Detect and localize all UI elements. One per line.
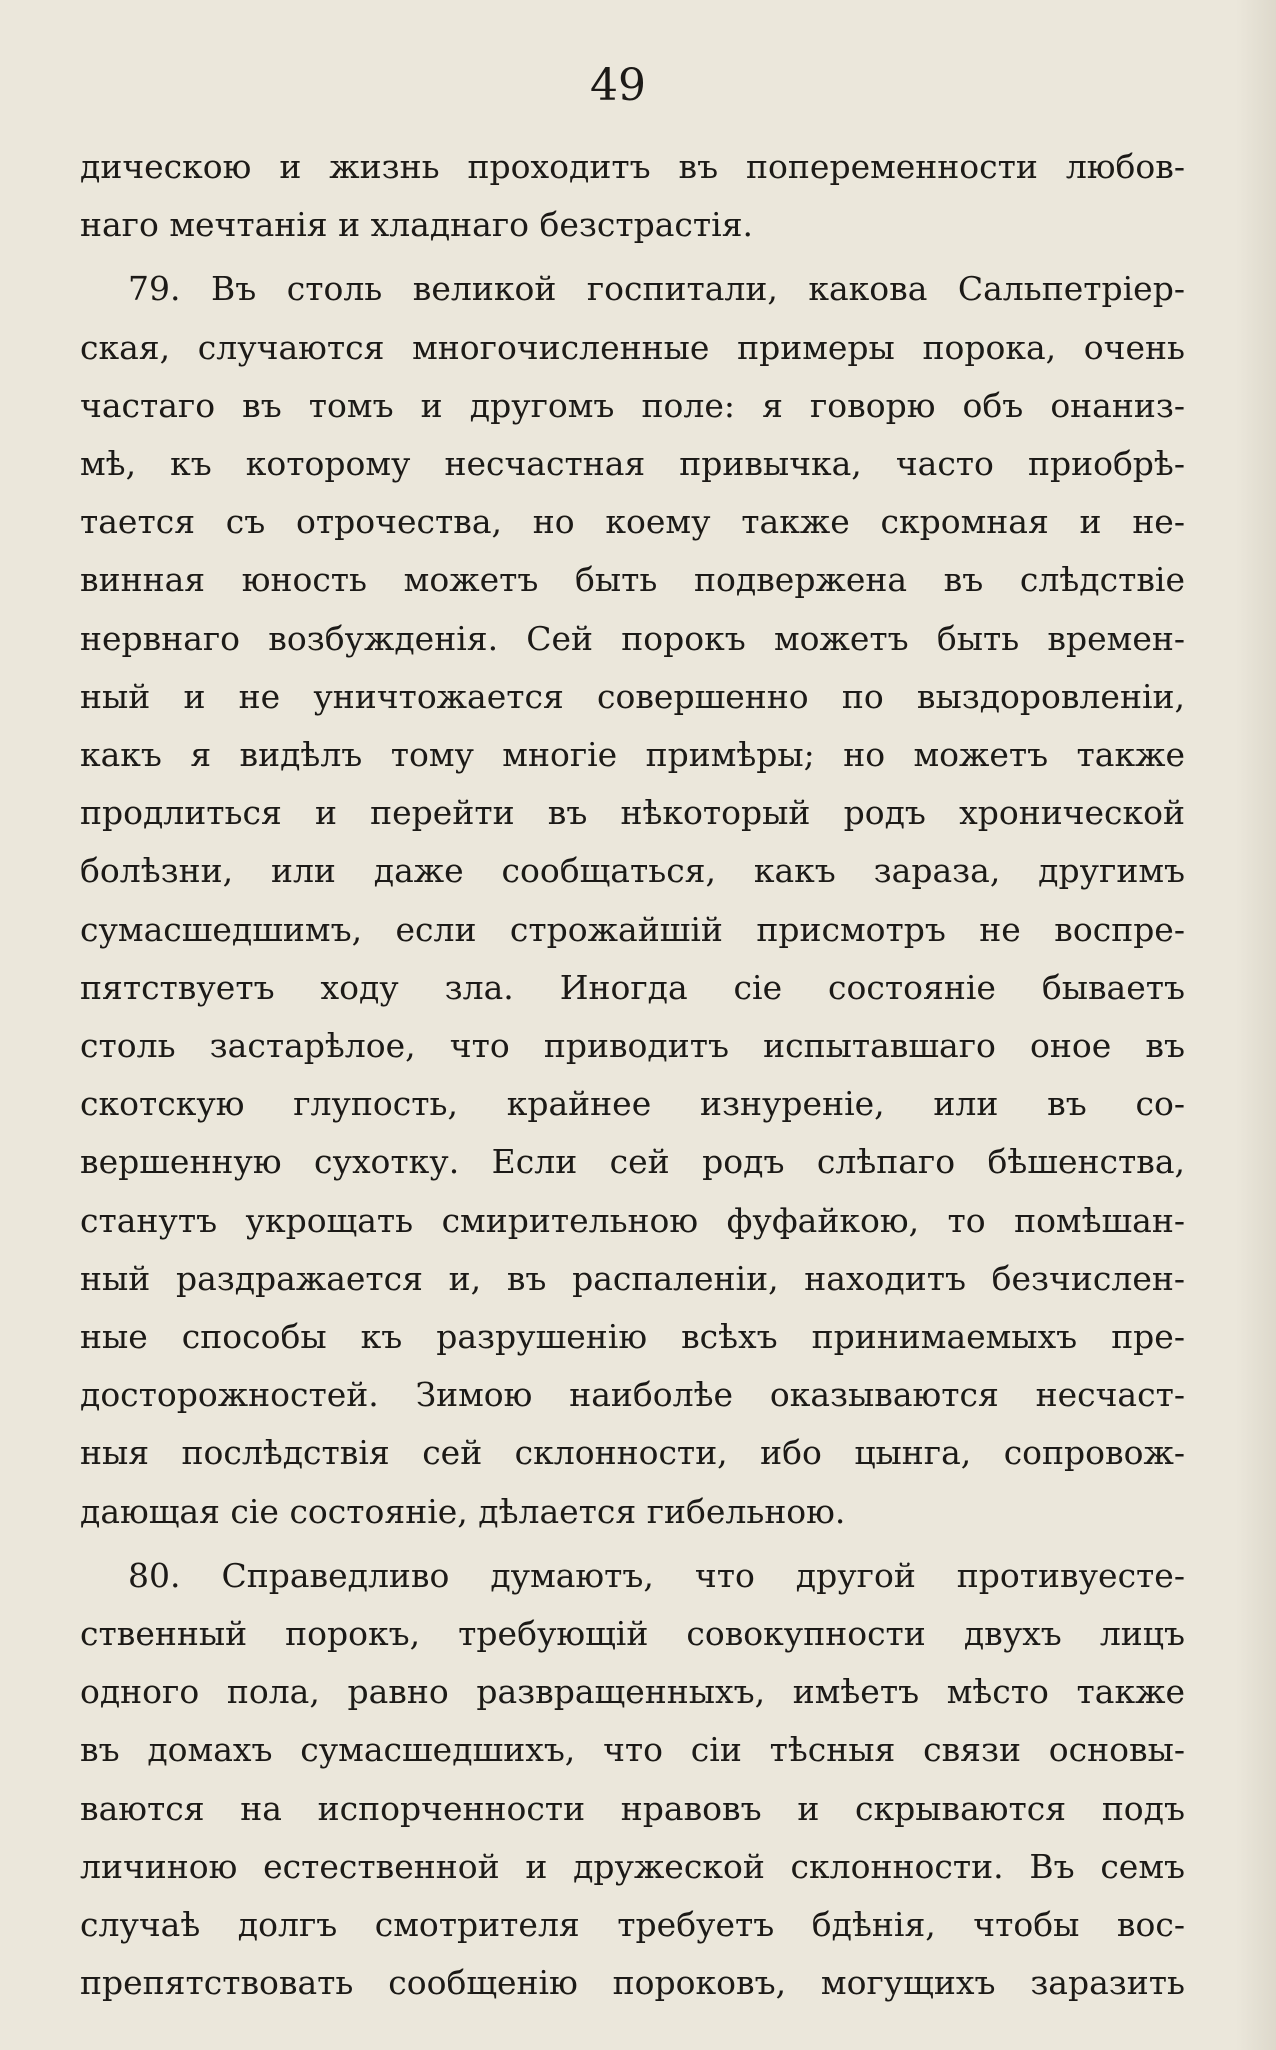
text-line: личиною естественной и дружеской склонности. Въ семъ (80, 1846, 1185, 1886)
text-line: ный и не уничтожается совершенно по выздоровленіи, (80, 676, 1185, 716)
text-line: одного пола, равно развращенныхъ, имѣетъ мѣсто также (80, 1672, 1185, 1712)
text-line: 79. Въ столь великой госпитали, какова Сальпетріер- (128, 269, 1185, 309)
text-line: случаѣ долгъ смотрителя требуетъ бдѣнія, чтобы вос- (80, 1905, 1185, 1944)
text-line: сумасшедшимъ, если строжайшій присмотръ не воспре- (80, 909, 1185, 949)
text-line: какъ я видѣлъ тому многіе примѣры; но можетъ также (80, 735, 1185, 774)
text-line: нервнаго возбужденія. Сей порокъ можетъ быть времен- (80, 618, 1185, 658)
text-line: винная юность можетъ быть подвержена въ слѣдствіе (80, 560, 1185, 600)
text-line: ваются на испорченности нравовъ и скрываются подъ (80, 1788, 1185, 1828)
text-line: тается съ отрочества, но коему также скромная и не- (80, 502, 1185, 542)
text-line: препятствовать сообщенію пороковъ, могущихъ заразить (80, 1963, 1185, 2003)
text-line: 80. Справедливо думаютъ, что другой противуесте- (128, 1555, 1185, 1595)
text-line: ный раздражается и, въ распаленіи, находитъ безчислен- (80, 1258, 1185, 1298)
text-line: станутъ укрощать смирительною фуфайкою, то помѣшан- (80, 1200, 1185, 1240)
text-line: наго мечтанія и хладнаго безстрастія. (80, 205, 754, 245)
text-line: пятствуетъ ходу зла. Иногда сіе состояніе бываетъ (80, 967, 1185, 1007)
text-line: болѣзни, или даже сообщаться, какъ зараза, другимъ (80, 851, 1185, 891)
text-line: досторожностей. Зимою наиболѣе оказываются несчаст- (80, 1375, 1185, 1415)
text-line: въ домахъ сумасшедшихъ, что сіи тѣсныя связи основы- (80, 1730, 1185, 1770)
page-number: 49 (590, 60, 646, 111)
text-line: ные способы къ разрушенію всѣхъ принимаемыхъ пре- (80, 1317, 1185, 1356)
text-line: ская, случаются многочисленные примеры порока, очень (80, 327, 1185, 367)
text-line: ственный порокъ, требующій совокупности двухъ лицъ (80, 1614, 1185, 1653)
text-line: частаго въ томъ и другомъ поле: я говорю объ онаниз- (80, 385, 1185, 425)
text-line: столь застарѣлое, что приводитъ испытавшаго оное въ (80, 1026, 1185, 1065)
text-line: дическою и жизнь проходитъ въ попеременности любов- (80, 147, 1185, 186)
text-line: мѣ, къ которому несчастная привычка, часто приобрѣ- (80, 444, 1185, 483)
text-line: ныя послѣдствія сей склонности, ибо цынга, сопровож- (80, 1433, 1185, 1473)
binding-shadow (1236, 0, 1276, 2050)
text-line: вершенную сухотку. Если сей родъ слѣпаго бѣшенства, (80, 1142, 1185, 1182)
text-line: дающая сіе состояніе, дѣлается гибельною. (80, 1491, 846, 1531)
text-line: скотскую глупость, крайнее изнуреніе, или въ со- (80, 1084, 1185, 1124)
text-line: продлиться и перейти въ нѣкоторый родъ хронической (80, 793, 1185, 833)
